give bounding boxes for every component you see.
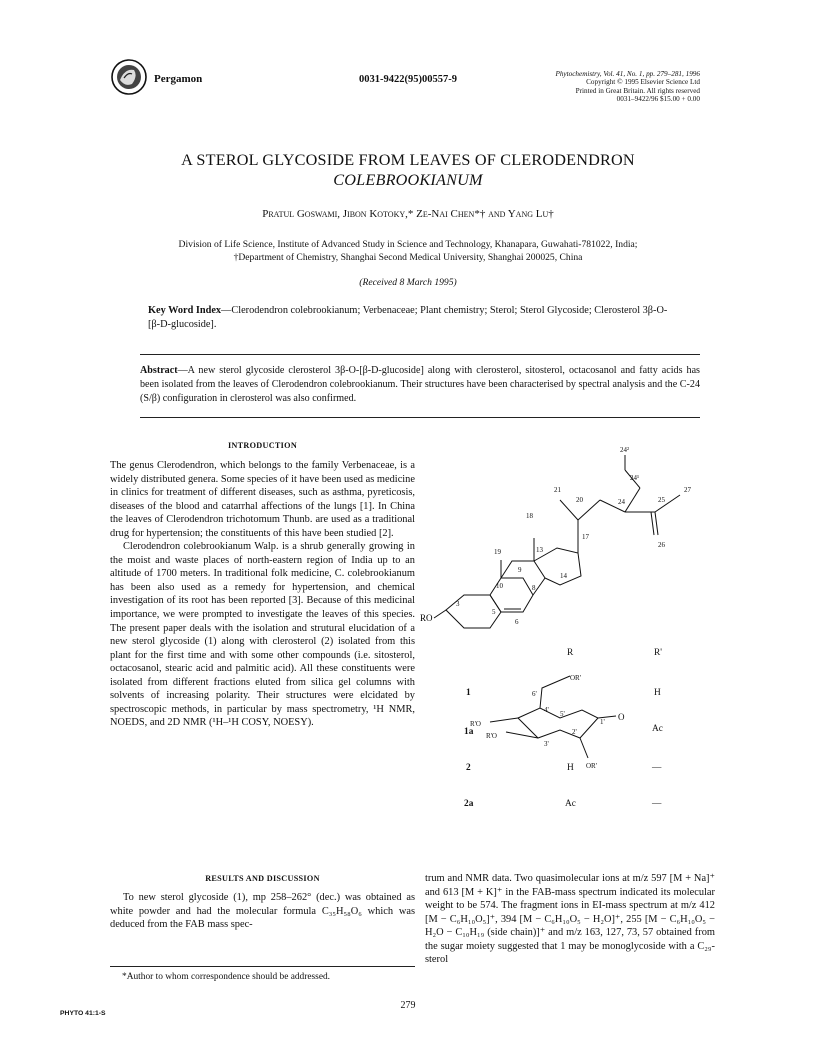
sugar-label-or-top: OR' (570, 674, 581, 682)
sugar-label-3: 3' (544, 740, 549, 748)
ro-label: RO (420, 613, 433, 623)
page-number: 279 (400, 1000, 416, 1011)
footnote: *Author to whom correspondence should be addressed. (122, 972, 331, 982)
atom-label-19: 19 (494, 548, 501, 556)
results-body (110, 891, 415, 932)
sugar-label-6: 6' (532, 690, 537, 698)
atom-label-24-2: 24² (620, 446, 630, 454)
received-date: (Received 8 March 1995) (359, 277, 457, 288)
atom-label-6: 6 (515, 618, 519, 626)
affiliation-2: †Department of Chemistry, Shanghai Second Medical University, Shanghai 200025, China (233, 252, 583, 264)
table-header-r-prime: R' (654, 648, 662, 658)
results-body-continued (425, 872, 715, 967)
journal-line-4: 0031–9422/96 $15.00 + 0.00 (616, 95, 700, 104)
chemical-structure (420, 440, 720, 835)
atom-label-17: 17 (582, 533, 589, 541)
table-row-1a-id: 1a (464, 727, 474, 737)
atom-label-27: 27 (684, 486, 691, 494)
abstract-label: Abstract (140, 365, 178, 376)
atom-label-3: 3 (456, 600, 460, 608)
introduction-paragraph-1: The genus Clerodendron, which belongs to the family Verbenaceae, is a widely distributed genera. Some species of it have been used as medicine in clinics for treatment of different diseases, such as asthma, pyreticosis, diseases of the blood and catarrhal affections of the lungs [1]. In China the leaves of Clerodendron trichotomum Thunb. are used as a traditional drug for hypertension; the constituents of this have been studied [2]. (110, 460, 415, 539)
table-row-1-id: 1 (466, 688, 471, 698)
sugar-label-ro-lower: R'O (486, 732, 497, 740)
abstract-top-rule (140, 354, 700, 355)
atom-label-18: 18 (526, 512, 533, 520)
table-row-1a-r-prime: Ac (652, 724, 663, 734)
results-heading: RESULTS AND DISCUSSION (205, 874, 320, 883)
sugar-label-ro-upper: R'O (470, 720, 481, 728)
atom-label-24-1: 24¹ (630, 474, 640, 482)
table-row-2a-id: 2a (464, 799, 474, 809)
atom-label-25: 25 (658, 496, 665, 504)
authors: Pratul Goswami, Jibon Kotoky,* Ze-Nai Chen*† and Yang Lu† (262, 208, 554, 220)
sugar-label-2: 2' (572, 728, 577, 736)
atom-label-13: 13 (536, 546, 543, 554)
atom-label-20: 20 (576, 496, 583, 504)
introduction-paragraph-2: Clerodendron colebrookianum Walp. is a shrub generally growing in the moist and waste places of north-eastern region of India up to an altitude of 1700 meters. In traditional folk medicine, C. colebrookianum has been also used as a remedy for hypertension, and chemical investigation of its root has been reported [3]. Because of this medicinal importance, we were prompted to investigate the leaves of this species. The present paper deals with the isolation and strutural elucidation of a new sterol glycoside (1) along with clerosterol (2) isolated from this plant for the first time and with some other compounds (i.e. sitosterol, octacosanol, stearic acid and palmitic acid). All these constituents were isolated from different fractions eluted from silica gel columns with solvents of increasing polarity. Their structures were elcidated by spectroscopic methods, in particular by mass spectrometry, ¹H NMR, NOEDS, and 2D NMR (¹H–¹H COSY, NOESY). (110, 541, 415, 729)
results-paragraph-1: To new sterol glycoside (1), mp 258–262° (dec.) was obtained as white powder and had the molecular formula C₃₅H₅₈O₆ which was deduced from the FAB mass spec- (110, 892, 415, 931)
table-row-2a-r: Ac (565, 799, 576, 809)
sugar-label-5: 5' (560, 710, 565, 718)
phyto-code: PHYTO 41:1-S (60, 1010, 106, 1017)
doi: 0031-9422(95)00557-9 (359, 74, 457, 85)
keywords-label: Key Word Index (148, 305, 222, 316)
paper-title (60, 150, 756, 190)
abstract (140, 364, 700, 407)
journal-line-3: Printed in Great Britain. All rights reserved (575, 86, 700, 95)
footnote-rule (110, 966, 415, 967)
journal-line-2: Copyright © 1995 Elsevier Science Ltd (586, 78, 700, 87)
atom-label-8: 8 (532, 584, 536, 592)
results-paragraph-continued: trum and NMR data. Two quasimolecular ions at m/z 597 [M + Na]⁺ and 613 [M + K]⁺ in the FAB-mass spectrum indicated its molecular weight to be 574. The fragment ions in EI-mass spectrum at m/z 412 [M − C₆H₁₀O₅]⁺, 394 [M − C₆H₁₀O₅ − H₂O]⁺, 255 [M − C₆H₁₀O₅ − H₂O − C₁₀H₁₉ (side chain)]⁺ and m/z 163, 127, 73, 57 obtained from the sugar moiety suggested that 1 may be monoglycoside with a C₂₉-sterol (425, 873, 715, 966)
introduction-heading: INTRODUCTION (227, 441, 298, 450)
atom-label-26: 26 (658, 541, 665, 549)
abstract-bottom-rule (140, 417, 700, 418)
introduction-body (110, 459, 415, 730)
publisher-name: Pergamon (154, 73, 203, 85)
title-line-1: A STEROL GLYCOSIDE FROM LEAVES OF CLERODENDRON (181, 151, 635, 169)
sugar-label-4: 4' (544, 706, 549, 714)
affiliations (60, 238, 756, 264)
table-row-2-id: 2 (466, 763, 471, 773)
atom-label-24: 24 (618, 498, 625, 506)
table-header-r: R (567, 648, 574, 658)
affiliation-1: Division of Life Science, Institute of Advanced Study in Science and Technology, Khanapara, Guwahati-781022, India; (178, 239, 638, 250)
sugar-label-o: O (618, 712, 625, 722)
table-row-2-r: H (567, 763, 574, 773)
table-row-1-r-prime: H (654, 688, 661, 698)
atom-label-10: 10 (496, 582, 503, 590)
table-row-2a-r-prime: — (652, 799, 662, 809)
sugar-label-1: 1' (600, 718, 605, 726)
atom-label-5: 5 (492, 608, 496, 616)
atom-label-9: 9 (518, 566, 522, 574)
sugar-label-or-bottom: OR' (586, 762, 597, 770)
keywords-text: —Clerodendron colebrookianum; Verbenaceae; Plant chemistry; Sterol; Sterol Glycoside; Clerosterol 3β-O-[β-D-glucoside]. (148, 305, 668, 330)
journal-citation (555, 70, 700, 104)
abstract-text: —A new sterol glycoside clerosterol 3β-O-[β-D-glucoside] along with clerosterol, sitosterol, octacosanol and fatty acids has been isolated from the leaves of Clerodendron colebrookianum. Their structures have been characterised by spectral analysis and the C-24 (S/β) configuration in clerosterol was also confirmed. (140, 365, 700, 405)
atom-label-21: 21 (554, 486, 561, 494)
atom-label-14: 14 (560, 572, 567, 580)
table-row-2-r-prime: — (652, 763, 662, 773)
keywords (148, 304, 678, 332)
journal-line-1: Phytochemistry, Vol. 41, No. 1, pp. 279–281, 1996 (555, 70, 700, 78)
title-line-2: COLEBROOKIANUM (333, 171, 483, 189)
